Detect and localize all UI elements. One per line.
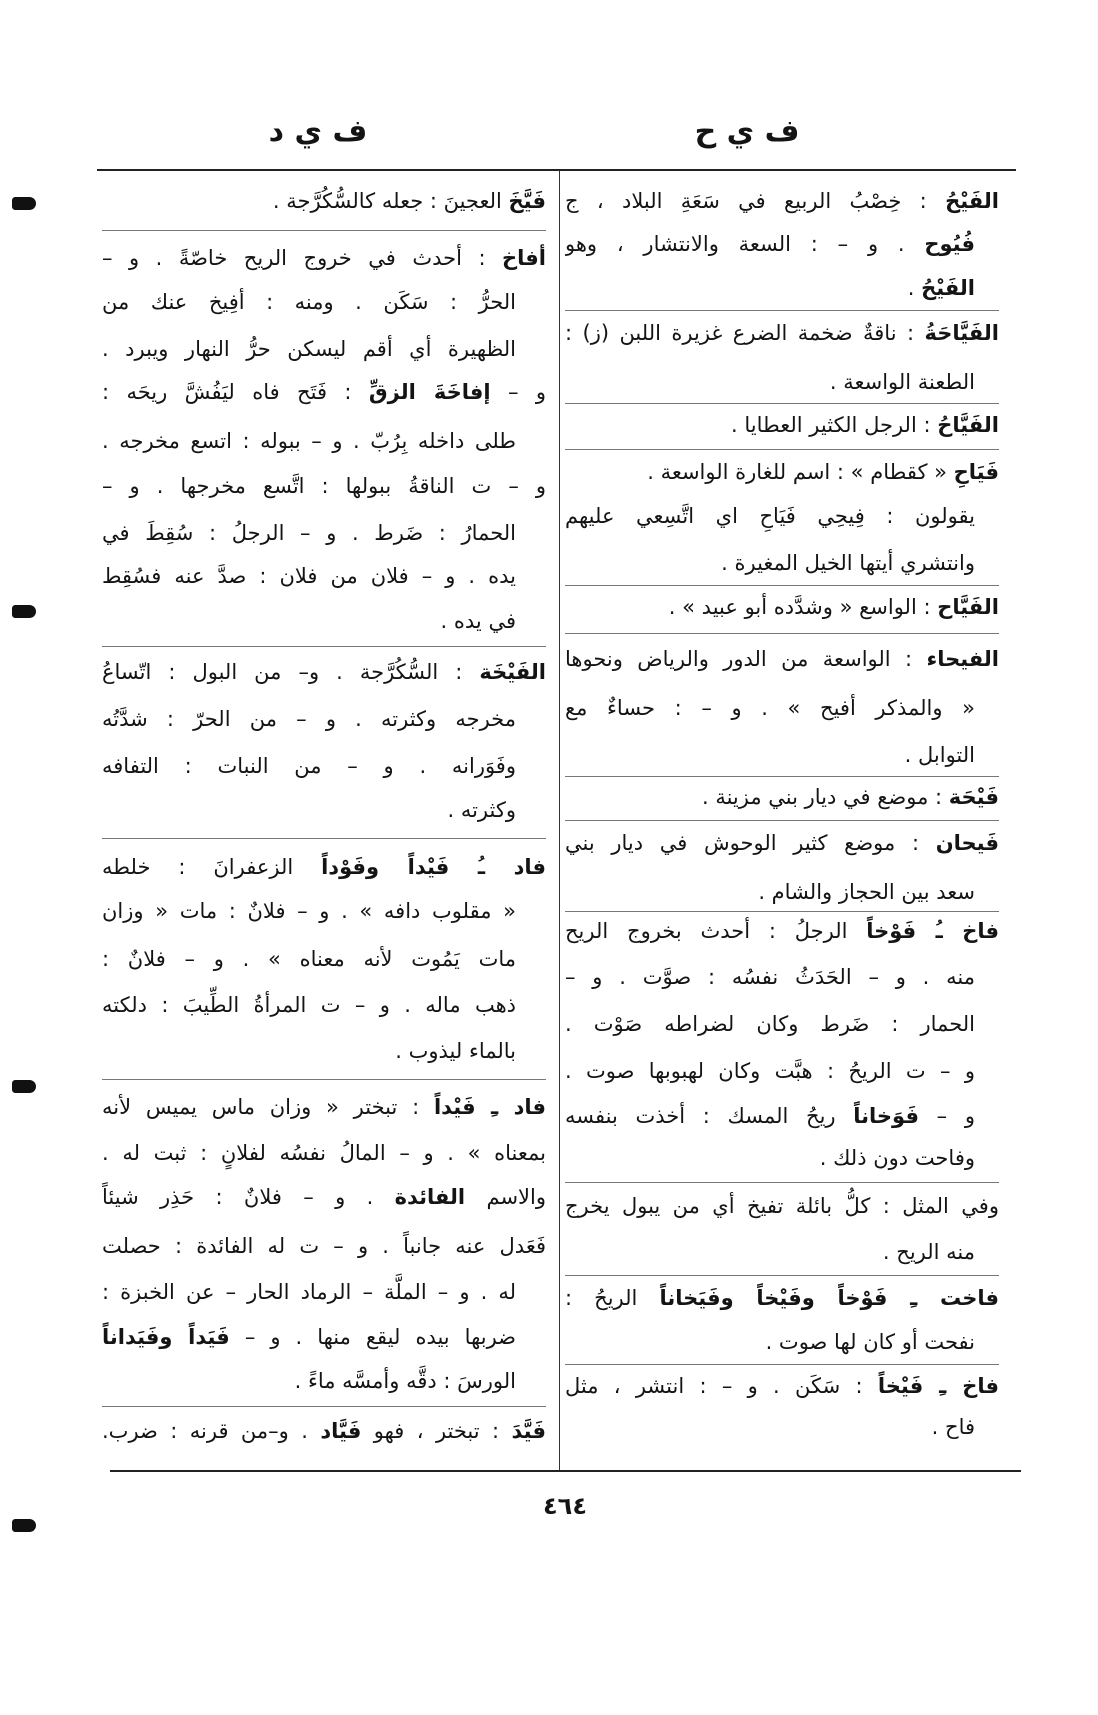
left-column-line xyxy=(102,1224,546,1268)
line-text: . و – : السعة والانتشار ، وهو xyxy=(565,232,925,256)
column-header-right: ف ي ح xyxy=(694,114,800,149)
right-column-line xyxy=(565,637,999,681)
page-number: ٤٦٤ xyxy=(543,1492,587,1520)
headword: فُيُوح xyxy=(924,232,975,256)
line-text: : الواسع « وشدَّده أبو عبيد » . xyxy=(668,595,938,619)
left-column-line xyxy=(102,280,546,324)
left-column-line xyxy=(102,1270,546,1314)
line-text: : أحدث في خروج الريح خاصّةً . و – xyxy=(102,246,503,270)
right-column-line xyxy=(565,1276,999,1320)
line-text: وانتشري أيتها الخيل المغيرة . xyxy=(721,551,975,575)
entry-separator xyxy=(102,1406,546,1407)
right-column-line xyxy=(565,870,999,914)
line-text: « كقطام » : اسم للغارة الواسعة . xyxy=(647,460,954,484)
headword: أفاخ xyxy=(502,246,546,270)
right-column-line xyxy=(565,541,999,585)
entry-separator xyxy=(102,1079,546,1080)
scan-mark xyxy=(12,1080,36,1093)
right-column-line xyxy=(565,775,999,819)
entry-separator xyxy=(565,633,999,634)
line-text: : موضع في ديار بني مزينة . xyxy=(701,785,949,809)
headword: الفيحاء xyxy=(926,647,999,671)
left-column-line xyxy=(102,554,546,598)
line-text: الورسَ : دقَّه وأمسَّه ماءً . xyxy=(294,1369,516,1393)
headword: فاخت ـِ فَوْخاً وفَيْخاً وفَيَخاناً xyxy=(659,1286,999,1310)
left-column-line xyxy=(102,511,546,555)
scan-mark xyxy=(12,1519,36,1532)
right-column-line xyxy=(565,222,999,266)
headword: الفائدة xyxy=(394,1185,466,1209)
left-column-line xyxy=(102,464,546,508)
line-text: . و – فلانٌ : حَذِر شيئاً xyxy=(102,1185,395,1209)
left-column-line xyxy=(102,1359,546,1403)
line-text: : خِصْبُ الربيع في سَعَةِ البلاد ، ج xyxy=(565,189,946,213)
left-column-line xyxy=(102,1315,546,1359)
right-column-line xyxy=(565,1184,999,1228)
line-text: منه الريح . xyxy=(882,1240,975,1264)
right-column-line xyxy=(565,179,999,223)
headword: فَيحان xyxy=(935,831,999,855)
headword: فاخ ـِ فَيْخاً xyxy=(877,1374,999,1398)
line-text: الريحُ : xyxy=(565,1286,660,1310)
left-column-line xyxy=(102,697,546,741)
scan-mark xyxy=(12,197,36,210)
column-divider xyxy=(559,171,560,1470)
left-column-line xyxy=(102,889,546,933)
line-text: . و–من قرنه : ضرب. xyxy=(102,1419,321,1443)
line-text: نفحت أو كان لها صوت . xyxy=(765,1330,975,1354)
right-column-line xyxy=(565,1320,999,1364)
headword: الفَيْخَة xyxy=(479,660,546,684)
line-text: الظهيرة أي أقم ليسكن حرُّ النهار ويبرد . xyxy=(102,337,516,361)
line-text: فاح . xyxy=(931,1415,975,1439)
line-text: : سَكَن . و – : انتشر ، مثل xyxy=(565,1374,878,1398)
left-column-line xyxy=(102,1409,546,1453)
column-header-left: ف ي د xyxy=(268,114,368,149)
line-text: وكثرته . xyxy=(447,798,516,822)
top-rule xyxy=(97,169,1016,171)
entry-separator xyxy=(565,1182,999,1183)
headword: الفَيَّاحُ xyxy=(937,413,999,437)
line-text: منه . و – الحَدَثُ نفسُه : صوَّت . و – xyxy=(565,965,975,989)
right-column-line xyxy=(565,360,999,404)
line-text: و – xyxy=(918,1104,975,1128)
headword: الفَيَّاح xyxy=(937,595,999,619)
line-text: : فَتَح فاه ليَفُشَّ ريحَه : xyxy=(102,380,369,404)
line-text: : ناقةٌ ضخمة الضرع غزيرة اللبن (ز) : xyxy=(565,321,925,345)
left-column-line xyxy=(102,179,546,223)
line-text: التوابل . xyxy=(904,743,975,767)
line-text: الطعنة الواسعة . xyxy=(829,370,975,394)
right-column-line xyxy=(565,1002,999,1046)
entry-separator xyxy=(102,838,546,839)
line-text: فَعَدل عنه جانباً . و – ت له الفائدة : حصلت xyxy=(102,1234,546,1258)
line-text: الرجلُ : أحدث بخروج الريح xyxy=(565,919,867,943)
line-text: « والمذكر أفيح » . و – : حساءٌ مع xyxy=(565,696,975,720)
line-text: الحمار : ضَرط وكان لضراطه صَوْت . xyxy=(565,1012,975,1036)
headword: فَيَداً وفَيَداناً xyxy=(102,1325,230,1349)
left-column-line xyxy=(102,983,546,1027)
left-column-line xyxy=(102,236,546,280)
headword: فاد ـُ فَيْداً وفَوْداً xyxy=(321,855,546,879)
right-column-line xyxy=(565,1364,999,1408)
right-column-line xyxy=(565,266,999,310)
line-text: : موضع كثير الوحوش في ديار بني xyxy=(565,831,936,855)
line-text: طلى داخله بِرُبّ . و – ببوله : اتسع مخرجه . xyxy=(102,429,516,453)
left-column-line xyxy=(102,370,546,414)
right-column-line xyxy=(565,1094,999,1138)
entry-separator xyxy=(102,230,546,231)
line-text: . xyxy=(907,276,922,300)
line-text: بالماء ليذوب . xyxy=(395,1039,516,1063)
right-column-line xyxy=(565,450,999,494)
line-text: وفاحت دون ذلك . xyxy=(819,1146,975,1170)
line-text: : تبختر ، فهو xyxy=(361,1419,512,1443)
line-text: ريحُ المسك : أخذت بنفسه xyxy=(565,1104,854,1128)
left-column-line xyxy=(102,1085,546,1129)
left-column-line xyxy=(102,1131,546,1175)
line-text: : السُّكُرَّجة . و– من البول : اتّساعُ xyxy=(102,660,480,684)
line-text: له . و – الملَّة – الرماد الحار – عن الخبزة : xyxy=(102,1280,516,1304)
line-text: و – ت الناقةُ ببولها : اتَّسع مخرجها . و – xyxy=(102,474,546,498)
headword: الفَيْحُ xyxy=(945,189,999,213)
line-text: بمعناه » . و – المالُ نفسُه لفلانٍ : ثبت له . xyxy=(102,1141,546,1165)
line-text: العجينَ : جعله كالسُّكُرَّجة . xyxy=(272,189,509,213)
left-column-line xyxy=(102,419,546,463)
headword: الفَيَّاحَةُ xyxy=(924,321,999,345)
line-text: : الرجل الكثير العطايا . xyxy=(731,413,938,437)
line-text: : الواسعة من الدور والرياض ونحوها xyxy=(565,647,927,671)
line-text: « مقلوب دافه » . و – فلانٌ : مات « وزان xyxy=(102,899,516,923)
left-column-line xyxy=(102,788,546,832)
right-column-line xyxy=(565,1136,999,1180)
line-text: ذهب ماله . و – ت المرأةُ الطِّيبَ : دلكته xyxy=(102,993,516,1017)
line-text: الحرُّ : سَكَن . ومنه : أفِيخ عنك من xyxy=(102,290,516,314)
bottom-rule xyxy=(110,1470,1021,1472)
headword: فَيَاحِ xyxy=(953,460,999,484)
line-text: ضربها بيده ليقع منها . و – xyxy=(229,1325,517,1349)
headword: فَوَخاناً xyxy=(853,1104,919,1128)
entry-separator xyxy=(102,646,546,647)
line-text: : تبختر « وزان ماس يميس لأنه xyxy=(102,1095,434,1119)
right-column-line xyxy=(565,821,999,865)
line-text: في يده . xyxy=(440,609,516,633)
line-text: مات يَمُوت لأنه معناه » . و – فلانٌ : xyxy=(102,947,516,971)
right-column-line xyxy=(565,403,999,447)
headword: إفاخَةَ الزقِّ xyxy=(368,380,491,404)
right-column-line xyxy=(565,311,999,355)
right-column-line xyxy=(565,1405,999,1449)
line-text: والاسم xyxy=(465,1185,546,1209)
left-column-line xyxy=(102,845,546,889)
left-column-line xyxy=(102,327,546,371)
right-column-line xyxy=(565,1230,999,1274)
headword: فَيْحَة xyxy=(948,785,999,809)
right-column-line xyxy=(565,955,999,999)
left-column-line xyxy=(102,1175,546,1219)
line-text: الزعفرانَ : خلطه xyxy=(102,855,322,879)
line-text: يقولون : فِيحِي فَيَاحِ اي اتَّسِعي عليهم xyxy=(565,504,975,528)
headword: فَيَّخَ xyxy=(508,189,546,213)
right-column-line xyxy=(565,909,999,953)
line-text: الحمارُ : ضَرط . و – الرجلُ : سُقِطَ في xyxy=(102,521,516,545)
headword: فَيَّدَ xyxy=(511,1419,546,1443)
headword: فاخ ـُ فَوْخاً xyxy=(866,919,999,943)
left-column-line xyxy=(102,599,546,643)
line-text: و – ت الريحُ : هبَّت وكان لهبوبها صوت . xyxy=(565,1059,975,1083)
line-text: يده . و – فلان من فلان : صدَّ عنه فسُقِط xyxy=(102,564,516,588)
line-text: وفي المثل : كلُّ بائلة تفيخ أي من يبول يخرج xyxy=(565,1194,999,1218)
line-text: وفَوَرانه . و – من النبات : التفافه xyxy=(102,754,516,778)
line-text: و – xyxy=(490,380,546,404)
left-column-line xyxy=(102,744,546,788)
right-column-line xyxy=(565,585,999,629)
line-text: سعد بين الحجاز والشام . xyxy=(758,880,975,904)
right-column-line xyxy=(565,494,999,538)
headword: الفَيْحُ xyxy=(921,276,975,300)
headword: فاد ـِ فَيْداً xyxy=(433,1095,546,1119)
line-text: مخرجه وكثرته . و – من الحرّ : شدَّتُه xyxy=(102,707,516,731)
scan-mark xyxy=(12,605,36,618)
right-column-line xyxy=(565,686,999,730)
headword: فَيَّاد xyxy=(320,1419,362,1443)
right-column-line xyxy=(565,1049,999,1093)
right-column-line xyxy=(565,733,999,777)
left-column-line xyxy=(102,1029,546,1073)
left-column-line xyxy=(102,650,546,694)
left-column-line xyxy=(102,937,546,981)
